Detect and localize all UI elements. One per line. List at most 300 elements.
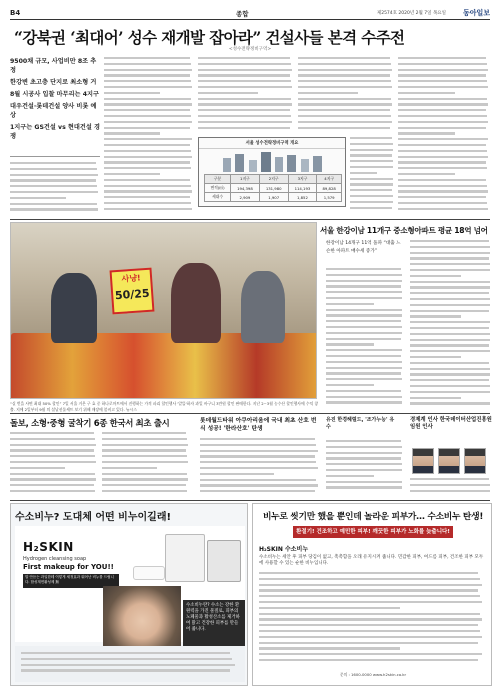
- text-line: [200, 479, 316, 481]
- text-line: [398, 80, 487, 82]
- text-line: [326, 378, 402, 380]
- text-line: [398, 161, 486, 163]
- deck-line: 한강변 초고층 단지로 최소형 거: [10, 79, 97, 86]
- text-line: [326, 446, 402, 448]
- text-line: [10, 478, 96, 480]
- text-line: [298, 74, 390, 76]
- text-line: [350, 137, 392, 139]
- text-line: [410, 240, 489, 242]
- text-line: [200, 490, 315, 492]
- text-line: [326, 291, 402, 293]
- text-line: [350, 160, 393, 162]
- text-line: [350, 154, 392, 156]
- text-line: [326, 481, 402, 483]
- ad-product-panel: [15, 526, 245, 642]
- text-line: [104, 196, 190, 198]
- text-line: [259, 607, 400, 609]
- text-line: [410, 490, 490, 492]
- deck-line: 9500채 규모, 사업비만 8조 추정: [10, 58, 97, 74]
- ad-contact: 문의 : 1600-0000 www.h2skin.co.kr: [339, 672, 407, 677]
- masthead: [10, 8, 490, 20]
- text-line: [410, 327, 489, 329]
- text-line: [410, 246, 490, 248]
- text-line: [102, 473, 187, 475]
- text-line: [326, 285, 401, 287]
- text-line: [410, 310, 489, 312]
- text-line: [410, 321, 490, 323]
- text-line: [410, 275, 461, 277]
- text-line: [198, 103, 292, 105]
- article-body-column: [298, 57, 394, 135]
- text-line: [198, 86, 292, 88]
- text-line: [104, 69, 192, 71]
- section-divider: [10, 500, 490, 501]
- section-divider: [10, 413, 490, 414]
- text-line: [104, 179, 190, 181]
- text-line: [102, 478, 188, 480]
- text-line: [326, 452, 402, 454]
- text-line: [198, 115, 291, 117]
- text-line: [398, 190, 488, 192]
- shopper-figure: [241, 271, 285, 343]
- text-line: [102, 444, 188, 446]
- shopper-figure: [51, 273, 97, 343]
- text-line: [259, 636, 482, 638]
- table-cell: 194,398: [231, 184, 260, 193]
- text-line: [259, 659, 478, 661]
- text-line: [410, 281, 490, 283]
- text-line: [326, 475, 374, 477]
- text-line: [104, 57, 190, 59]
- text-line: [104, 98, 191, 100]
- text-line: [200, 450, 318, 452]
- text-line: [21, 669, 230, 671]
- right-article-headline: 서울 한강이남 11개구 중소형아파트 평균 18억 넘어: [320, 226, 488, 235]
- article-body-column: [200, 438, 320, 496]
- ad-headline: 비누로 씻기만 했을 뿐인데 놀라운 피부가… 수소비누 탄생!: [262, 512, 484, 522]
- article-body-column: [410, 240, 492, 410]
- text-line: [398, 69, 488, 71]
- text-line: [200, 467, 318, 469]
- text-line: [326, 367, 402, 369]
- person-photo: [412, 448, 434, 474]
- text-line: [398, 86, 488, 88]
- text-line: [410, 397, 461, 399]
- text-line: [259, 647, 400, 649]
- soap-advertisement-left[interactable]: [10, 503, 248, 686]
- text-line: [398, 63, 487, 65]
- ad-note: 말 안듣는 과일한테 이렇게 세정효과 뛰어난 비누를 드립니다. 합성계면활성제 無: [23, 574, 119, 588]
- right-article-deck: 한강이남 14개구 11억 돌파 “대출 느슨한 아파트 매수세 증가”: [326, 241, 401, 254]
- article-body-column: [104, 57, 194, 215]
- text-line: [10, 174, 98, 176]
- text-line: [10, 185, 97, 187]
- text-line: [104, 161, 190, 163]
- text-line: [298, 103, 392, 105]
- text-line: [102, 438, 187, 440]
- text-line: [10, 197, 66, 199]
- text-line: [102, 449, 186, 451]
- text-line: [350, 178, 393, 180]
- text-line: [326, 361, 402, 363]
- text-line: [298, 121, 392, 123]
- table-cell: 3지구: [288, 175, 317, 184]
- text-line: [350, 149, 393, 151]
- text-line: [21, 652, 230, 654]
- article-body-column: [10, 432, 98, 496]
- text-line: [104, 167, 191, 169]
- soap-box-image: [207, 540, 241, 582]
- text-line: [410, 391, 490, 393]
- text-line: [10, 208, 98, 210]
- article-body-column: [410, 478, 492, 496]
- text-line: [398, 127, 486, 129]
- table-cell: 1,579: [317, 193, 342, 202]
- text-line: [326, 384, 374, 386]
- text-line: [198, 121, 292, 123]
- text-line: [10, 432, 94, 434]
- text-line: [398, 115, 487, 117]
- text-line: [410, 373, 490, 375]
- table-cell: 1,852: [288, 193, 317, 202]
- text-line: [398, 57, 486, 59]
- text-line: [104, 63, 191, 65]
- text-line: [104, 202, 191, 204]
- info-box-title: 서울 성수전략정비구역 개요: [199, 138, 345, 149]
- text-line: [198, 80, 291, 82]
- text-line: [410, 368, 490, 370]
- headline-byline: <성수전략정비구역>: [228, 47, 272, 52]
- text-line: [102, 467, 157, 469]
- text-line: [326, 297, 402, 299]
- text-line: [10, 490, 95, 492]
- text-line: [398, 103, 488, 105]
- text-line: [198, 57, 290, 59]
- business-article-headline: 유진 한경헤럴드, '조가누능' 유수: [326, 417, 395, 430]
- text-line: [398, 208, 488, 210]
- ad-brand: H₂SKIN 수소비누: [259, 546, 309, 553]
- table-cell: 4지구: [317, 175, 342, 184]
- text-line: [326, 355, 401, 357]
- table-cell: 89,828: [317, 184, 342, 193]
- shopper-figure: [171, 263, 221, 343]
- text-line: [350, 166, 393, 168]
- text-line: [410, 356, 461, 358]
- table-cell: 1지구: [231, 175, 260, 184]
- text-line: [326, 274, 402, 276]
- ad-fineprint: [21, 652, 239, 678]
- text-line: [398, 179, 486, 181]
- person-photo: [438, 448, 460, 474]
- text-line: [398, 185, 487, 187]
- deck-line: 8월 시공사 입찰 마무리는 4지구: [10, 91, 99, 98]
- sale-sign-text: 사냥!: [121, 273, 141, 284]
- text-line: [104, 86, 192, 88]
- text-line: [200, 455, 315, 457]
- text-line: [198, 69, 292, 71]
- sale-sign: [110, 268, 155, 315]
- excavator-article-headline: 돌보, 소형·중형 굴착기 6종 한국서 최초 출시: [10, 418, 170, 428]
- article-body-column: [326, 268, 404, 410]
- table-row: [205, 175, 342, 184]
- text-line: [326, 372, 401, 374]
- text-line: [398, 132, 455, 134]
- text-line: [326, 440, 401, 442]
- table-row: [205, 184, 342, 193]
- text-line: [398, 74, 486, 76]
- text-line: [198, 92, 258, 94]
- ad-headline: 수소비누? 도대체 어떤 비누이길래!: [15, 512, 172, 523]
- text-line: [259, 578, 480, 580]
- district-table: [204, 174, 342, 202]
- text-line: [410, 362, 489, 364]
- text-line: [326, 469, 402, 471]
- ad-body-lead: 수소비누는 세안 후 피부 당김이 없고, 촉촉함을 오래 유지시켜 줍니다. 민감한 피부, 여드름 피부, 건조한 피부 모두에 사용할 수 있는 순한 비누입니다.: [259, 555, 484, 566]
- table-cell: 1,907: [259, 193, 288, 202]
- text-line: [21, 658, 232, 660]
- soap-bar-image: [133, 566, 165, 580]
- text-line: [104, 121, 192, 123]
- text-line: [298, 57, 390, 59]
- article-body-column: [102, 432, 190, 496]
- text-line: [326, 303, 374, 305]
- text-line: [198, 63, 291, 65]
- text-line: [410, 315, 461, 317]
- text-line: [198, 109, 290, 111]
- text-line: [10, 438, 95, 440]
- text-line: [410, 484, 490, 486]
- text-line: [10, 473, 95, 475]
- text-line: [326, 309, 402, 311]
- text-line: [326, 343, 374, 345]
- text-line: [410, 350, 490, 352]
- text-line: [200, 438, 315, 440]
- text-line: [326, 396, 402, 398]
- text-line: [259, 613, 480, 615]
- text-line: [259, 618, 482, 620]
- text-line: [259, 601, 482, 603]
- text-line: [298, 80, 391, 82]
- text-line: [259, 584, 482, 586]
- district-info-box: [198, 137, 346, 207]
- soap-advertisement-right[interactable]: [252, 503, 492, 686]
- text-line: [398, 138, 488, 140]
- text-line: [259, 624, 478, 626]
- sale-sign-number: 50/25: [114, 286, 150, 303]
- text-line: [10, 461, 96, 463]
- text-line: [410, 286, 490, 288]
- text-line: [10, 455, 95, 457]
- text-line: [298, 92, 358, 94]
- table-cell: 114,193: [288, 184, 317, 193]
- text-line: [326, 457, 401, 459]
- article-body-column: [350, 137, 394, 215]
- text-line: [259, 642, 478, 644]
- text-line: [410, 257, 489, 259]
- text-line: [326, 268, 401, 270]
- text-line: [298, 69, 392, 71]
- text-line: [104, 144, 190, 146]
- newspaper-logo: 동아일보: [462, 8, 490, 17]
- text-line: [398, 167, 487, 169]
- text-line: [398, 202, 487, 204]
- text-line: [410, 402, 490, 404]
- text-line: [200, 484, 318, 486]
- text-line: [410, 263, 490, 265]
- text-line: [398, 173, 455, 175]
- table-cell: 131,980: [259, 184, 288, 193]
- text-line: [398, 98, 487, 100]
- text-line: [410, 333, 490, 335]
- ad-brand-logo: H₂SKIN: [23, 540, 74, 554]
- text-line: [104, 115, 191, 117]
- text-line: [410, 478, 489, 480]
- text-line: [350, 201, 393, 203]
- text-line: [104, 150, 191, 152]
- personnel-article-headline: 경제계 인사 한국데이터산업진흥원 임원 인사: [410, 417, 492, 430]
- text-line: [104, 156, 192, 158]
- text-line: [410, 269, 490, 271]
- text-line: [259, 630, 480, 632]
- text-line: [298, 86, 392, 88]
- building-rendering-icon: [219, 152, 327, 172]
- person-photo: [464, 448, 486, 474]
- lead-deck: [10, 57, 100, 144]
- text-line: [410, 304, 490, 306]
- text-line: [102, 484, 186, 486]
- text-line: [104, 92, 160, 94]
- text-line: [326, 326, 402, 328]
- text-line: [10, 484, 94, 486]
- text-line: [398, 150, 487, 152]
- text-line: [326, 338, 401, 340]
- text-line: [104, 190, 192, 192]
- table-cell: 면적(㎡): [205, 184, 231, 193]
- text-line: [410, 292, 489, 294]
- article-body-column: [326, 440, 404, 496]
- text-line: [298, 98, 391, 100]
- table-cell: 구분: [205, 175, 231, 184]
- article-body-column: [398, 57, 490, 215]
- text-line: [410, 252, 490, 254]
- article-body-column: [10, 162, 100, 216]
- aquarium-article-headline: 롯데월드타워 아쿠아리움에 국내 최초 산호 번식 성공! '한라산호' 탄생: [200, 418, 317, 432]
- text-line: [326, 486, 402, 488]
- text-line: [104, 103, 192, 105]
- text-line: [104, 173, 160, 175]
- text-line: [398, 121, 488, 123]
- text-line: [259, 653, 482, 655]
- issue-info: 제2574호 2020년 2월 7일 목요일: [376, 11, 446, 16]
- text-line: [104, 74, 190, 76]
- text-line: [298, 115, 391, 117]
- market-photo: [10, 222, 317, 399]
- text-line: [102, 461, 188, 463]
- text-line: [398, 196, 486, 198]
- text-line: [410, 379, 489, 381]
- text-line: [326, 320, 401, 322]
- text-line: [350, 143, 393, 145]
- text-line: [298, 63, 391, 65]
- text-line: [200, 461, 316, 463]
- ad-tagline: Hydrogen cleansing soap: [23, 556, 87, 562]
- text-line: [10, 444, 96, 446]
- text-line: [104, 80, 191, 82]
- deck-line: 1지구는 GS건설 vs 현대건설 경쟁: [10, 124, 100, 140]
- text-line: [10, 191, 98, 193]
- text-line: [350, 195, 393, 197]
- text-line: [104, 138, 192, 140]
- soap-box-image: [165, 534, 205, 582]
- ad-caption: 수소비누란? 수소는 강한 환원력을 가진 물질로, 피부의 노폐물과 활성산소를 제거하여 맑고 건강한 피부를 만들어 줍니다.: [183, 600, 245, 660]
- text-line: [398, 92, 455, 94]
- text-line: [398, 109, 486, 111]
- ad-slogan: First makeup for YOU!!: [23, 563, 114, 571]
- text-line: [102, 490, 187, 492]
- text-line: [259, 572, 478, 574]
- text-line: [350, 189, 392, 191]
- text-line: [298, 109, 390, 111]
- photo-caption: “실 번을 사면 최대 50% 할인” 7일 서울 거은 구 효 중 하나로마트에서 진행하는 가격 파괴 할인행사 '알뜰'하자 과일 바구니 3만원 할인 판매한다. 지난 2~3월 농수산 할인행사에 수익 창출. 지에 2일부터 9월 의 설날선물세트 보기 위해 매장에 붐비고 있다. 뉴시스: [10, 401, 319, 412]
- ad-footer-strip: [15, 646, 245, 682]
- text-line: [326, 314, 402, 316]
- text-line: [10, 203, 97, 205]
- article-body-column: [198, 57, 294, 135]
- text-line: [259, 595, 480, 597]
- divider: [10, 156, 100, 157]
- text-line: [104, 127, 190, 129]
- text-line: [398, 156, 488, 158]
- text-line: [326, 332, 402, 334]
- text-line: [104, 185, 191, 187]
- text-line: [298, 127, 390, 129]
- page-number: B4: [10, 9, 21, 17]
- table-cell: 2,909: [231, 193, 260, 202]
- text-line: [200, 444, 316, 446]
- text-line: [102, 432, 186, 434]
- text-line: [10, 449, 94, 451]
- table-cell: 2지구: [259, 175, 288, 184]
- text-line: [410, 385, 490, 387]
- text-line: [410, 344, 489, 346]
- text-line: [198, 127, 290, 129]
- text-line: [350, 207, 392, 209]
- text-line: [104, 109, 190, 111]
- text-line: [326, 390, 401, 392]
- text-line: [326, 349, 402, 351]
- section-divider: [10, 219, 490, 220]
- text-line: [102, 455, 187, 457]
- text-line: [10, 467, 65, 469]
- text-line: [200, 473, 274, 475]
- text-line: [104, 208, 192, 210]
- text-line: [326, 401, 402, 403]
- table-row: [205, 193, 342, 202]
- text-line: [10, 179, 96, 181]
- text-line: [398, 144, 486, 146]
- text-line: [350, 172, 377, 174]
- main-headline: “강북권 ‘최대어’ 성수 재개발 잡아라” 건설사들 본격 수주전: [14, 28, 405, 47]
- text-line: [326, 463, 402, 465]
- text-line: [21, 664, 235, 666]
- text-line: [410, 298, 490, 300]
- ad-banner: 환절기! 건조하고 예민한 피부! 깨끗한 피부가 노화를 늦출니다!: [293, 526, 453, 538]
- text-line: [259, 589, 478, 591]
- text-line: [10, 168, 97, 170]
- text-line: [104, 132, 160, 134]
- text-line: [198, 74, 290, 76]
- text-line: [350, 183, 393, 185]
